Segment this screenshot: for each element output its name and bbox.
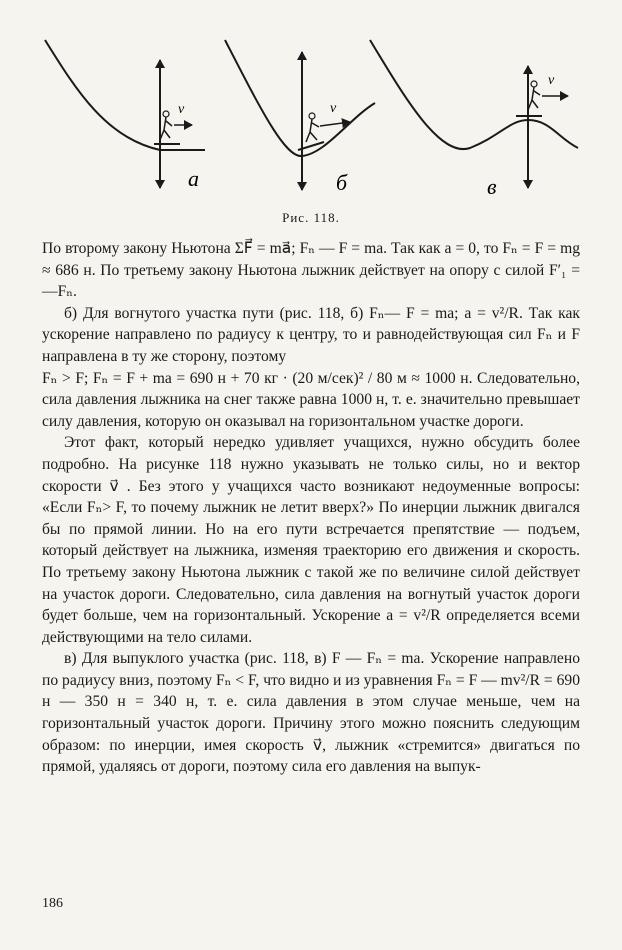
diagram-c (370, 40, 578, 199)
velocity-label-b: v (330, 101, 337, 116)
paragraph-1: По второму закону Ньютона ΣF⃗ = ma⃗; Fₙ — F = ma. Так как a = 0, то Fₙ = F = mg ≈ 686 н. По третьему закону Ньютона лыжник действует на опору с силой F′₁ = —Fₙ. (42, 240, 580, 301)
page-body (42, 238, 580, 778)
paragraph-5: в) Для выпуклого участка (рис. 118, в) F — Fₙ = ma. Ускорение направлено по радиусу вниз, поэтому Fₙ < F, что видно и из уравнения Fₙ = F — mv²/R = 690 н — 350 н = 340 н, т. е. сила давления в этом случае меньше, чем на горизонтальный участок дороги. Причину этого можно пояснить следующим образом: по инерции, имея скорость v⃗, лыжник «стремится» двигаться по прямой, удаляясь от дороги, поэтому сила его давления на выпук- (42, 650, 580, 776)
track-a (45, 40, 205, 150)
figure-118 (30, 28, 590, 228)
paragraph-2: б) Для вогнутого участка пути (рис. 118, б) Fₙ— F = ma; a = v²/R. Так как ускорение направлено по радиусу к центру, то и равнодействующая сил Fₙ и F направлена в ту же сторону, поэтому (42, 304, 580, 365)
label-b: б (336, 170, 348, 195)
track-c (370, 40, 578, 149)
figure-caption: Рис. 118. (282, 210, 340, 225)
ski-diagrams (30, 28, 590, 218)
label-a: а (188, 166, 199, 191)
diagram-b (225, 40, 375, 195)
velocity-arrow-b (320, 122, 350, 126)
track-b (225, 40, 375, 156)
label-c: в (487, 174, 497, 199)
skier-icon-a (154, 111, 180, 144)
velocity-label-a: v (178, 102, 185, 117)
paragraph-3: Fₙ > F; Fₙ = F + ma = 690 н + 70 кг · (20 м/сек)² / 80 м ≈ 1000 н. Следовательно, сила давления лыжника на снег также равна 1000 н, т. е. значительно превышает силу давления, которую он оказывал на горизонтальном участке дороги. (42, 369, 580, 430)
paragraph-4: Этот факт, который нередко удивляет учащихся, нужно обсудить более подробно. На рисунке 118 нужно указывать не только силы, но и вектор скорости v⃗ . Без этого у учащихся часто возникают недоуменные вопросы: «Если Fₙ> F, то почему лыжник не летит вверх?» По инерции лыжник двигался бы по прямой линии. Но на его пути встречается препятствие — подъем, который действует на лыжника, изменяя траекторию его движения и скорость. По третьему закону Ньютона лыжник с такой же по величине силой действует на участок дороги. Следовательно, сила давления на вогнутый участок дороги будет больше, чем на горизонтальный. Ускорение a = v²/R определяется всеми действующими на тело силами. (42, 434, 580, 646)
velocity-label-c: v (548, 73, 555, 88)
diagram-a (45, 40, 205, 191)
page-number: 186 (42, 896, 63, 911)
